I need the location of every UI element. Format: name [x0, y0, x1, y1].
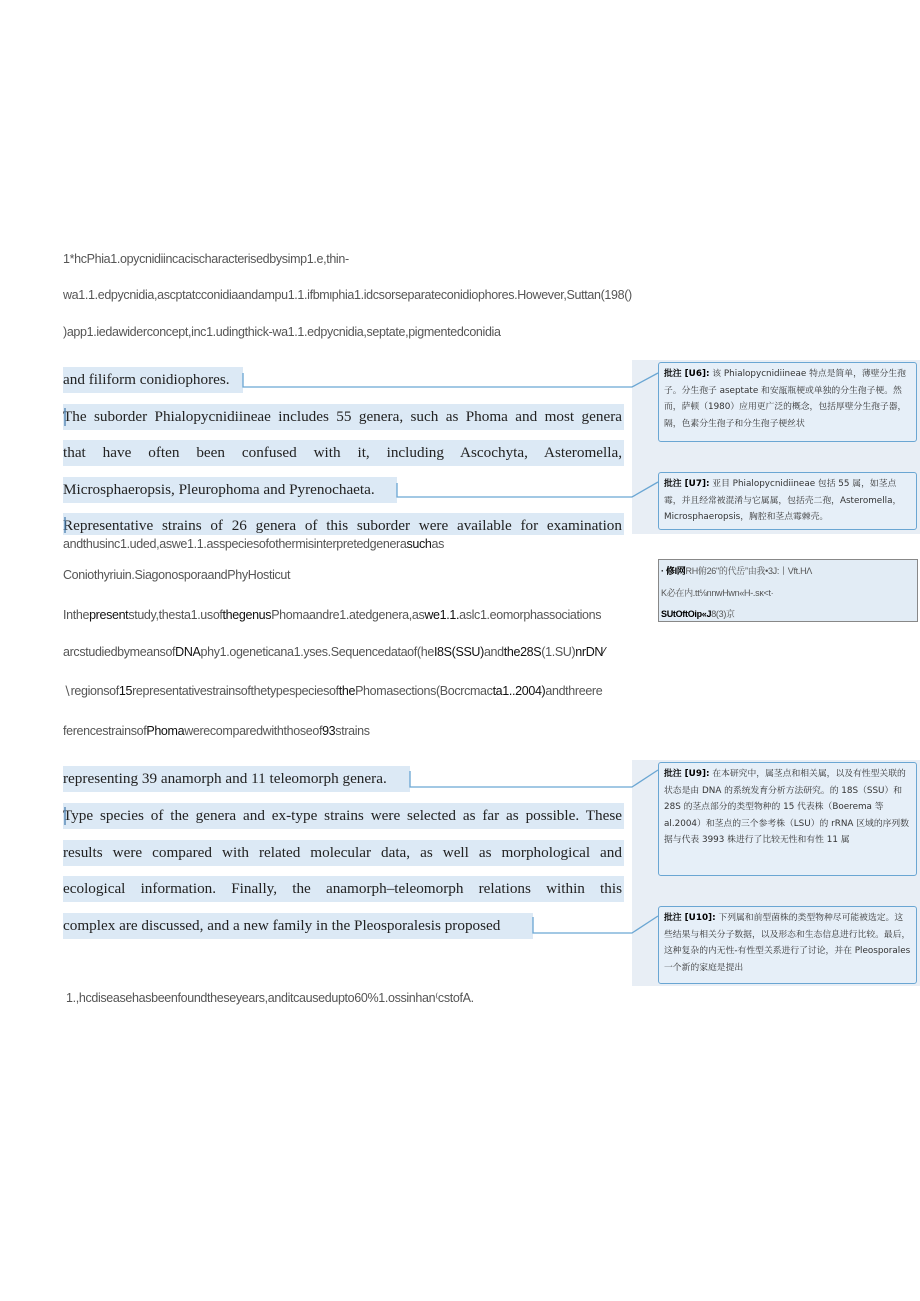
- ocr-line-5: Coniothyriuin.SiagonosporaandPhyHosticut: [63, 568, 291, 582]
- comment-u10-text: 下列属和前型菌株的类型物种尽可能被选定。这些结果与相关分子数据，以及形态和生态信息进行比较。最后，这种复杂的内无性-有性型关系进行了讨论，并在 Pleosporales 一个新的家庭是提出: [664, 913, 911, 973]
- comment-u7-text: 亚目 Phialopycnidiineae 包括 55 属，如茎点霉，并且经常被混淆与它属属，包括壳二孢，Asteromella，Microsphaeropsis，胸腔和茎点霉棘壳。: [664, 479, 902, 522]
- block2-line-1: representing 39 anamorph and 11 teleomorph genera.: [63, 766, 410, 792]
- ocr-line-8: ∖regionsof15representativestrainsofthetypespeciesofthePhomasections(Bocrcmacta1..2004)andthreere: [63, 684, 603, 698]
- comment-u9-text: 在本研究中，属茎点和相关属，以及有性型关联的状态是由 DNA 的系统发育分析方法研究。的 18S（SSU）和 28S 的茎点部分的类型物种的 15 代表株（Boerema 等 al.2004）和茎点的三个参考株（LSU）的 rRNA 区域的序列数据与代表 3993 株进行了比较无性和有性 11 属: [664, 769, 910, 845]
- comment-u7[interactable]: [658, 472, 917, 530]
- connector-u6: [243, 373, 658, 387]
- block2-line-5: complex are discussed, and a new family in the Pleosporalesis proposed: [63, 913, 533, 939]
- comment-u6[interactable]: [658, 362, 917, 442]
- comment-u7-label: 批注 [U7]:: [664, 479, 710, 489]
- block2-line-2: Type species of the genera and ex-type strains were selected as far as possible. These: [63, 803, 624, 829]
- comment-ocr-line-2: K必在内.tt⅛nnwHwn«H-.sκ<t·: [661, 588, 774, 598]
- connector-u7: [397, 482, 658, 497]
- comment-u10-label: 批注 [U10]:: [664, 913, 716, 923]
- block1-line-3: that have often been confused with it, including Ascochyta, Asteromella,: [63, 440, 624, 466]
- ocr-line-3: )app1.iedawiderconcept,inc1.udingthick-wa1.1.edpycnidia,septate,pigmentedconidia: [63, 325, 501, 339]
- ocr-line-6: Inthepresentstudy,thesta1.usofthegenusPhomaandre1.atedgenera,aswe1.1.aslc1.eomorphassociations: [63, 608, 602, 622]
- ocr-line-2: wa1.1.edpycnidia,ascptatcconidiaandampu1.1.ifbmιphia1.idcsorseparateconidiophores.However,Suttan(198(): [63, 288, 632, 302]
- block1-line-1: and filiform conidiophores.: [63, 367, 243, 393]
- comment-u9-label: 批注 [U9]:: [664, 769, 710, 779]
- ocr-line-bottom: 1.,hcdiseasehasbeenfoundtheseyears,anditcausedupto60%1.ossinhan⁽cstofA.: [66, 991, 474, 1005]
- block2-line-3: results were compared with related molecular data, as well as morphological and: [63, 840, 624, 866]
- comment-ocr-line-1: · 修I网RH俯26"的代岳”由我•3J:丨Vft.HΛ: [661, 566, 812, 576]
- comment-u6-text: 该 Phialopycnidiineae 特点是简单，薄壁分生孢子。分生孢子 aseptate 和安瓿瓶梗或单独的分生孢子梗。然而，萨顿（1980）应用更广泛的概念，包括厚壁分生孢子器，隔，色素分生孢子和分生孢子梗丝状: [664, 369, 907, 429]
- comment-u9[interactable]: [658, 762, 917, 876]
- block1-line-4: Microsphaeropsis, Pleurophoma and Pyrenochaeta.: [63, 477, 397, 503]
- block2-line-4: ecological information. Finally, the anamorph–teleomorph relations within this: [63, 876, 624, 902]
- comment-u6-label: 批注 [U6]:: [664, 369, 710, 379]
- comment-ocr-line-3: SUtOftOip«J8(3)京: [661, 609, 735, 619]
- block1-line-2: The suborder Phialopycnidiineae includes 55 genera, such as Phoma and most genera: [63, 404, 624, 430]
- comment-ocr-box[interactable]: [658, 559, 918, 622]
- connector-u9: [410, 770, 658, 787]
- ocr-line-4: andthusinc1.uded,aswe1.1.asspeciesofothermisinterpretedgenerasuchas: [63, 537, 445, 551]
- block1-line-5: Representative strains of 26 genera of this suborder were available for examination: [63, 513, 624, 535]
- ocr-line-7: arcstudiedbymeansofDNAphy1.ogeneticana1.yses.Sequencedataof(heI8S(SSU)andthe28S(1.SU)nrDN⁄: [63, 645, 605, 659]
- ocr-line-1: 1*hcPhia1.opycnidiincacischaracterisedbysimp1.e,thin-: [63, 252, 349, 266]
- ocr-line-9: ferencestrainsofPhomawerecomparedwiththoseof93strains: [63, 724, 370, 738]
- comment-u10[interactable]: [658, 906, 917, 984]
